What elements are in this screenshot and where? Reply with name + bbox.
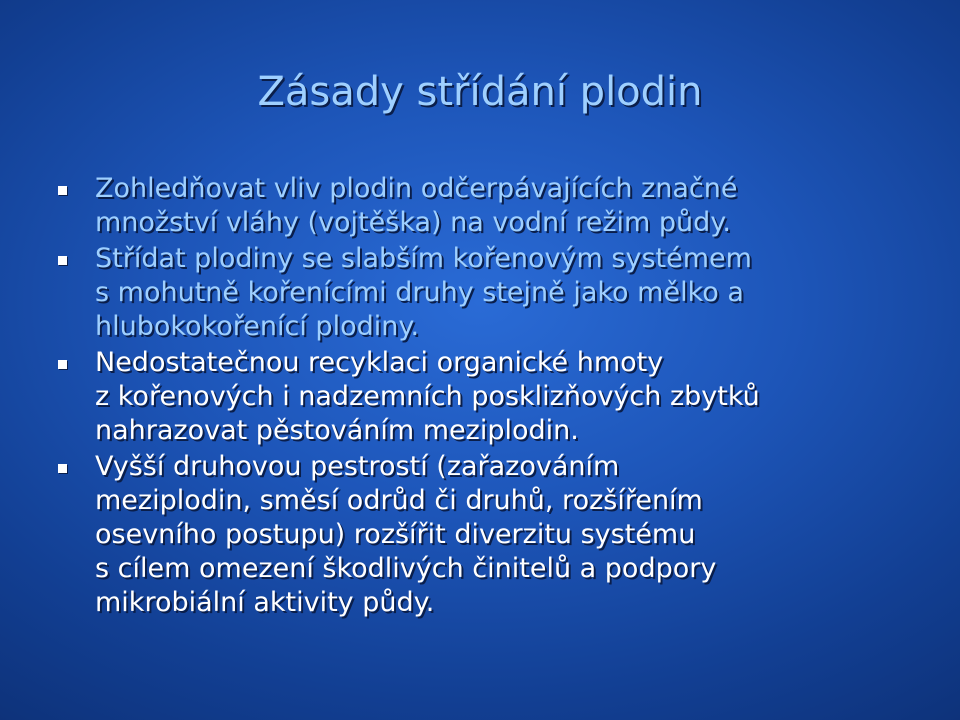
bullet-item-4: [58, 450, 918, 620]
bullet-3-line-1: Nedostatečnou recyklaci organické hmoty: [95, 347, 664, 378]
bullet-2-line-1: Střídat plodiny se slabším kořenovým systémem: [95, 243, 752, 274]
bullet-4-line-1: Vyšší druhovou pestrostí (zařazováním: [95, 451, 620, 482]
bullet-3-line-3: nahrazovat pěstováním meziplodin.: [95, 415, 579, 446]
bullet-4-line-3: osevního postupu) rozšířit diverzitu systému: [95, 519, 696, 550]
bullet-4-line-4: s cílem omezení škodlivých činitelů a podpory: [95, 553, 717, 584]
bullet-1-line-1: Zohledňovat vliv plodin odčerpávajících značné: [95, 173, 738, 204]
bullet-1-line-2: množství vláhy (vojtěška) na vodní režim půdy.: [95, 207, 731, 238]
bullet-4-line-2: meziplodin, směsí odrůd či druhů, rozšířením: [95, 485, 703, 516]
square-bullet-icon: [58, 360, 67, 369]
square-bullet-icon: [58, 256, 67, 265]
bullet-item-3: [58, 346, 918, 448]
square-bullet-icon: [58, 464, 67, 473]
bullet-item-1: [58, 172, 918, 240]
bullet-list: [58, 172, 918, 622]
bullet-item-2: [58, 242, 918, 344]
bullet-4-line-5: mikrobiální aktivity půdy.: [95, 587, 435, 618]
bullet-2-line-3: hlubokokořenící plodiny.: [95, 311, 420, 342]
square-bullet-icon: [58, 186, 67, 195]
bullet-2-line-2: s mohutně kořenícími druhy stejně jako mělko a: [95, 277, 744, 308]
slide-title: Zásady střídání plodin: [257, 69, 703, 115]
bullet-3-line-2: z kořenových i nadzemních posklizňových zbytků: [95, 381, 760, 412]
